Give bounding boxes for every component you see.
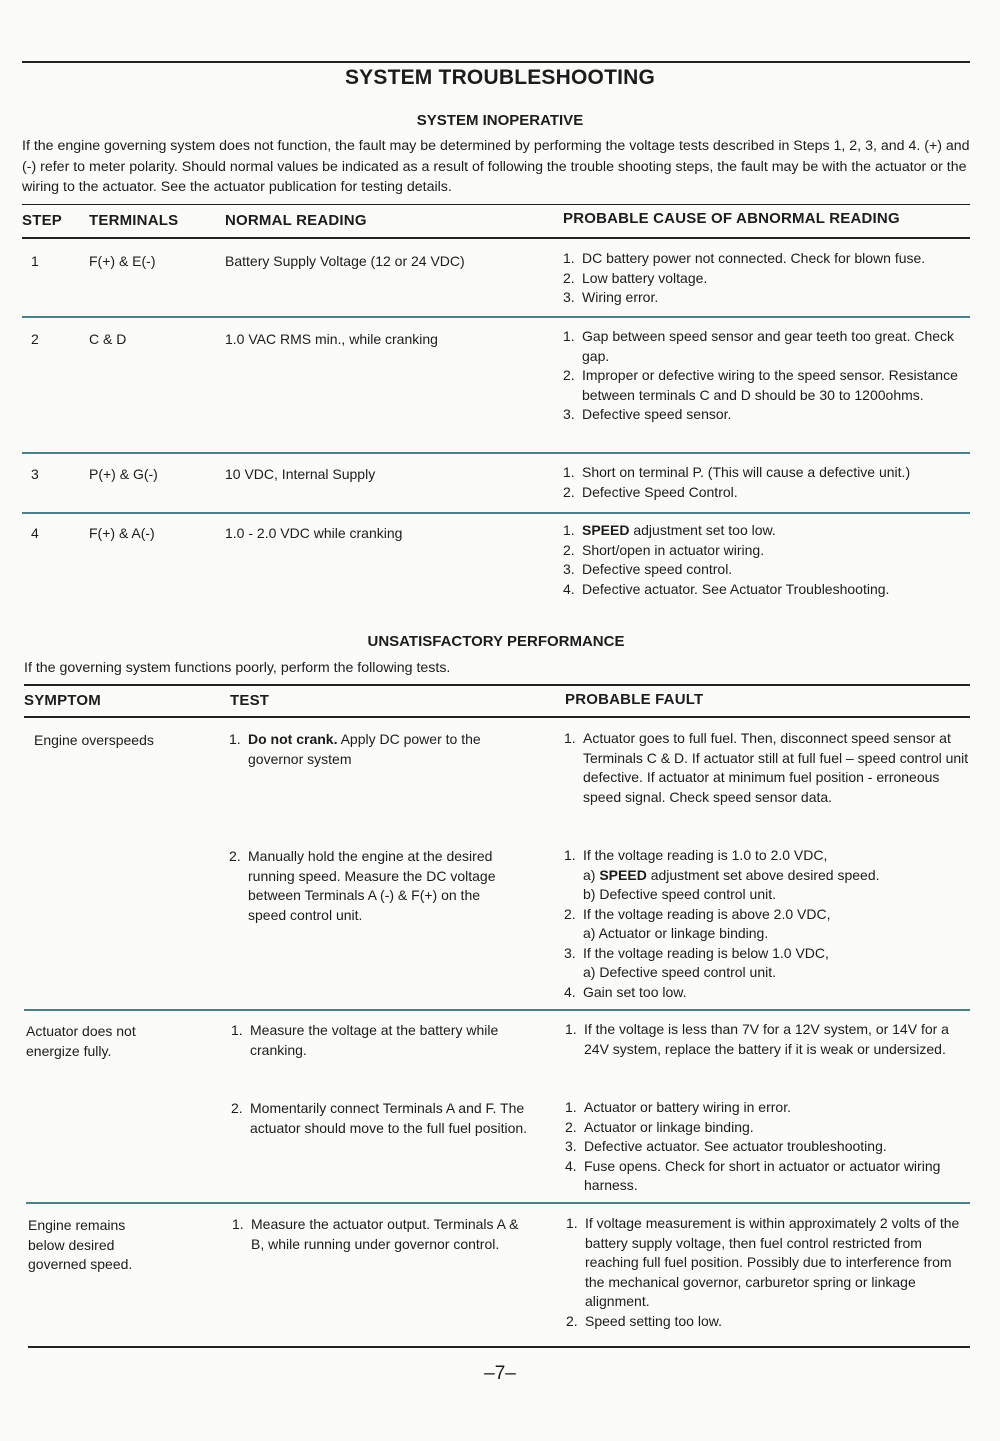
list-item: 2. If the voltage reading is above 2.0 VDC, a) Actuator or linkage binding. — [564, 905, 831, 941]
reading-4: 1.0 - 2.0 VDC while cranking — [225, 525, 403, 541]
list-item: 4. Fuse opens. Check for short in actuator or actuator wiring harness. — [565, 1157, 941, 1193]
step-2: 2 — [31, 331, 39, 347]
list-item: 2. Speed setting too low. — [566, 1312, 722, 1329]
symptom-overspeeds: Engine overspeeds — [34, 732, 154, 748]
list-item: 2. Short/open in actuator wiring. — [563, 541, 765, 558]
list-item: 1. Actuator goes to full fuel. Then, disconnect speed sensor at Terminals C & D. If actuator still at full fuel – speed control unit defective. If actuator at minimum fuel position - erroneous speed signal. Check speed sensor data. — [564, 730, 969, 805]
row-divider — [26, 1202, 970, 1204]
section2-heading: UNSATISFACTORY PERFORMANCE — [367, 633, 625, 650]
reading-2: 1.0 VAC RMS min., while cranking — [225, 331, 438, 347]
test-below-speed — [232, 1215, 532, 1254]
list-item: 2. Defective Speed Control. — [563, 483, 738, 500]
list-item: 4. Defective actuator. See Actuator Troubleshooting. — [563, 580, 890, 597]
list-item: 2. Improper or defective wiring to the speed sensor. Resistance between terminals C and D should be 30 to 1200ohms. — [563, 367, 958, 403]
section2-intro: If the governing system functions poorly, perform the following tests. — [24, 660, 451, 676]
list-item: 1. Short on terminal P. (This will cause a defective unit.) — [563, 464, 911, 480]
list-item: 3. Wiring error. — [563, 289, 659, 305]
step-1: 1 — [31, 253, 39, 269]
list-item: 2. Actuator or linkage binding. — [565, 1118, 754, 1135]
list-item: 1. Gap between speed sensor and gear teeth too great. Check gap. — [563, 328, 955, 364]
terminals-4: F(+) & A(-) — [89, 525, 155, 541]
terminals-1: F(+) & E(-) — [89, 253, 156, 269]
list-item: 3. If the voltage reading is below 1.0 VDC, a) Defective speed control unit. — [564, 944, 829, 980]
row-divider — [22, 512, 970, 514]
causes-4 — [563, 521, 973, 599]
col-step: STEP — [22, 212, 62, 229]
list-item: 3. Defective speed sensor. — [563, 406, 732, 422]
fault-actuator-1 — [565, 1020, 965, 1059]
list-item: 2. Momentarily connect Terminals A and F. The actuator should move to the full fuel position. — [231, 1100, 528, 1136]
symptom-actuator: Actuator does not energize fully. — [26, 1023, 136, 1059]
step-3: 3 — [31, 466, 39, 482]
list-item: 1. Do not crank. Apply DC power to the governor system — [229, 731, 481, 767]
col-probable-fault: PROBABLE FAULT — [565, 691, 704, 708]
causes-3 — [563, 463, 973, 502]
page-title: SYSTEM TROUBLESHOOTING — [344, 66, 656, 89]
table1-header-rule — [22, 237, 970, 239]
table1-top-rule — [22, 204, 970, 205]
row-divider — [24, 1009, 970, 1011]
list-item: 2. Low battery voltage. — [563, 269, 708, 286]
test-overspeeds-2 — [229, 847, 511, 925]
col-terminals: TERMINALS — [89, 212, 179, 229]
list-item: 1. If the voltage reading is 1.0 to 2.0 VDC, a) SPEED adjustment set above desired speed. b) Defective speed control unit. — [564, 847, 880, 902]
fault-overspeeds-1 — [564, 729, 974, 807]
section1-intro: If the engine governing system does not function, the fault may be determined by performing the voltage tests described in Steps 1, 2, 3, and 4. (+) and (-) refer to meter polarity. Should normal values be indicated as a result of following the trouble shooting steps, the fault may be with the actuator or the wiring to the actuator. See the actuator publication for testing details. — [22, 138, 970, 195]
test-actuator-2 — [231, 1099, 529, 1138]
top-rule — [22, 61, 970, 63]
causes-1 — [563, 249, 973, 308]
list-item: 1. SPEED adjustment set too low. — [563, 522, 776, 538]
list-item: 1. DC battery power not connected. Check for blown fuse. — [563, 250, 926, 266]
list-item: 1. Actuator or battery wiring in error. — [565, 1099, 791, 1115]
page-number: –7– — [484, 1363, 516, 1384]
reading-1: Battery Supply Voltage (12 or 24 VDC) — [225, 253, 465, 269]
list-item: 4. Gain set too low. — [564, 983, 687, 1000]
list-item: 1. If voltage measurement is within approximately 2 volts of the battery supply voltage, then fuel control restricted from reaching full fuel position. Possibly due to interference from the mechanical governor, carburetor spring or linkage alignment. — [566, 1215, 960, 1309]
terminals-3: P(+) & G(-) — [89, 466, 158, 482]
fault-below-speed — [566, 1214, 972, 1331]
step-4: 4 — [31, 525, 39, 541]
symptom-below-speed: Engine remains below desired governed speed. — [28, 1217, 133, 1272]
test-actuator-1 — [231, 1021, 521, 1060]
fault-actuator-2 — [565, 1098, 957, 1196]
section1-heading: SYSTEM INOPERATIVE — [416, 112, 584, 129]
list-item: 1. Measure the actuator output. Terminals A & B, while running under governor control. — [232, 1216, 519, 1252]
col-normal-reading: NORMAL READING — [225, 212, 367, 229]
list-item: 3. Defective speed control. — [563, 561, 733, 577]
col-test: TEST — [230, 692, 270, 709]
table2-top-rule — [24, 684, 970, 686]
list-item: 1. If the voltage is less than 7V for a 12V system, or 14V for a 24V system, replace the battery if it is weak or undersized. — [565, 1021, 949, 1057]
causes-2 — [563, 327, 961, 425]
fault-overspeeds-2 — [564, 846, 974, 1002]
row-divider — [22, 316, 970, 318]
list-item: 2. Manually hold the engine at the desired running speed. Measure the DC voltage between Terminals A (-) & F(+) on the speed control unit. — [229, 848, 496, 923]
col-probable-cause: PROBABLE CAUSE OF ABNORMAL READING — [563, 210, 900, 227]
table2-header-rule — [24, 716, 970, 718]
terminals-2: C & D — [89, 331, 127, 347]
list-item: 3. Defective actuator. See actuator troubleshooting. — [565, 1138, 887, 1154]
col-symptom: SYMPTOM — [24, 692, 101, 709]
reading-3: 10 VDC, Internal Supply — [225, 466, 376, 482]
bottom-rule — [28, 1346, 970, 1348]
test-overspeeds-1 — [229, 730, 529, 769]
list-item: 1. Measure the voltage at the battery while cranking. — [231, 1022, 499, 1058]
row-divider — [22, 452, 970, 454]
